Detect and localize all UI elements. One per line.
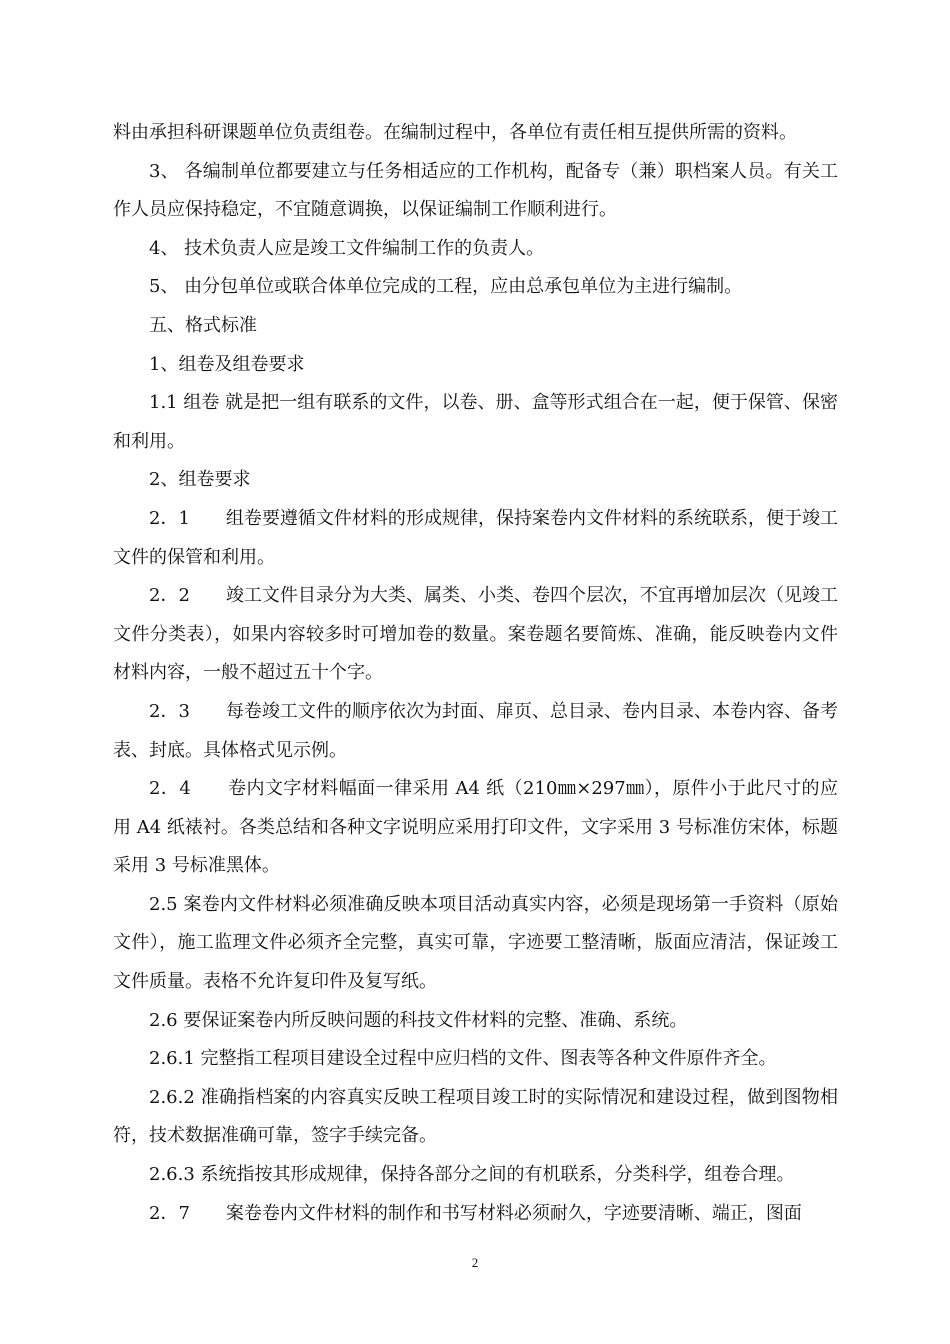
section-heading: 五、格式标准 (149, 314, 257, 336)
paragraph: 2.6.3 系统指按其形成规律，保持各部分之间的有机联系，分类科学，组卷合理。 (149, 1164, 795, 1186)
paragraph: 2．7 案卷卷内文件材料的制作和书写材料必须耐久，字迹要清晰、端正，图面 (149, 1202, 802, 1224)
paragraph: 2．1 组卷要遵循文件材料的形成规律，保持案卷内文件材料的系统联系，便于竣工文件的保管和利用。 (113, 507, 838, 568)
paragraph: 4、 技术负责人应是竣工文件编制工作的负责人。 (149, 237, 545, 259)
paragraph: 料由承担科研课题单位负责组卷。在编制过程中，各单位有责任相互提供所需的资料。 (113, 122, 797, 143)
subsection-heading: 1、组卷及组卷要求 (149, 353, 305, 375)
paragraph: 5、 由分包单位或联合体单位完成的工程，应由总承包单位为主进行编制。 (149, 276, 743, 298)
paragraph: 1.1 组卷 就是把一组有联系的文件，以卷、册、盒等形式组合在一起，便于保管、保密和利用。 (113, 392, 838, 452)
paragraph: 2．2 竣工文件目录分为大类、属类、小类、卷四个层次，不宜再增加层次（见竣工文件分类表），如果内容较多时可增加卷的数量。案卷题名要简炼、准确，能反映卷内文件材料内容，一般不超过五十个字。 (113, 585, 838, 684)
paragraph: 2.5 案卷内文件材料必须准确反映本项目活动真实内容，必须是现场第一手资料（原始文件），施工监理文件必须齐全完整，真实可靠，字迹要工整清晰，版面应清洁，保证竣工文件质量。表格不允许复印件及复写纸。 (113, 893, 838, 993)
paragraph: 2．4 卷内文字材料幅面一律采用 A4 纸（210㎜×297㎜），原件小于此尺寸的应用 A4 纸裱衬。各类总结和各种文字说明应采用打印文件，文字采用 3 号标准仿宋体，标题采用 3 号标准黑体。 (113, 778, 838, 877)
page-number: 2 (471, 1255, 479, 1270)
paragraph: 2.6 要保证案卷内所反映问题的科技文件材料的完整、准确、系统。 (149, 1009, 688, 1031)
paragraph: 2．3 每卷竣工文件的顺序依次为封面、扉页、总目录、卷内目录、本卷内容、备考表、封底。具体格式见示例。 (113, 700, 838, 761)
subsection-heading: 2、组卷要求 (149, 469, 251, 491)
paragraph: 2.6.1 完整指工程项目建设全过程中应归档的文件、图表等各种文件原件齐全。 (149, 1048, 777, 1070)
document-body (113, 114, 838, 1233)
paragraph: 3、 各编制单位都要建立与任务相适应的工作机构，配备专（兼）职档案人员。有关工作人员应保持稳定，不宜随意调换，以保证编制工作顺利进行。 (113, 160, 838, 221)
paragraph: 2.6.2 准确指档案的内容真实反映工程项目竣工时的实际情况和建设过程，做到图物相符，技术数据准确可靠，签字手续完备。 (113, 1086, 838, 1147)
